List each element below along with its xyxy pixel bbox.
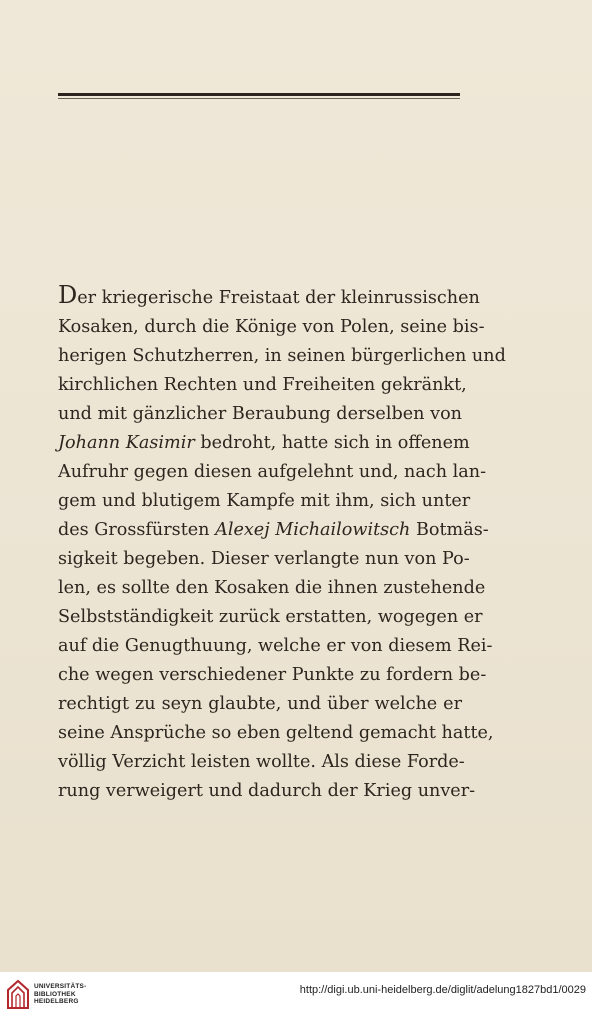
italic-name: Johann Kasimir xyxy=(58,433,195,453)
drop-cap: D xyxy=(58,281,78,309)
text-run: bedroht, hatte sich in offenem xyxy=(194,433,470,453)
text-run: auf die Genugthuung, welche er von diesem Rei- xyxy=(58,636,493,656)
text-line xyxy=(58,281,480,313)
text-line xyxy=(58,777,476,806)
text-run: Kosaken, durch die Könige von Polen, seine bis- xyxy=(58,317,485,337)
library-name-line: BIBLIOTHEK xyxy=(34,990,76,998)
text-line xyxy=(58,516,489,545)
show-through-text xyxy=(62,118,472,278)
text-run: sigkeit begeben. Dieser verlangte nun von Po- xyxy=(58,549,470,569)
text-line xyxy=(58,487,471,516)
library-name-line: HEIDELBERG xyxy=(34,998,79,1005)
permalink-url[interactable]: http://digi.ub.uni-heidelberg.de/diglit/adelung1827bd1/0029 xyxy=(299,984,586,996)
text-line xyxy=(58,574,486,603)
text-run: völlig Verzicht leisten wollte. Als diese Forde- xyxy=(58,752,465,772)
text-run: seine Ansprüche so eben geltend gemacht hatte, xyxy=(58,723,494,743)
text-line xyxy=(58,342,506,371)
text-line xyxy=(58,661,487,690)
library-name-line: UNIVERSITÄTS- xyxy=(34,983,87,990)
text-run: herigen Schutzherren, in seinen bürgerlichen und xyxy=(58,346,506,366)
text-run: kirchlichen Rechten und Freiheiten gekränkt, xyxy=(58,375,467,395)
text-run: des Grossfürsten xyxy=(58,520,216,540)
text-line xyxy=(58,400,462,429)
text-run: rechtigt zu seyn glaubte, und über welche er xyxy=(58,694,462,714)
text-run: rung verweigert und dadurch der Krieg unver- xyxy=(58,781,476,801)
text-line xyxy=(58,458,487,487)
italic-name: Alexej Michailowitsch xyxy=(215,520,411,540)
text-run: che wegen verschiedener Punkte zu fordern be- xyxy=(58,665,487,685)
text-line xyxy=(58,313,485,342)
body-text xyxy=(58,281,506,806)
text-line xyxy=(58,632,493,661)
header-rule xyxy=(58,93,460,96)
university-library-logo-icon[interactable] xyxy=(6,978,30,1010)
text-run: er kriegerische Freistaat der kleinrussischen xyxy=(77,288,480,308)
text-run: Aufruhr gegen diesen aufgelehnt und, nach lan- xyxy=(58,462,487,482)
text-line xyxy=(58,371,467,400)
text-line xyxy=(58,429,470,458)
text-run: und mit gänzlicher Beraubung derselben von xyxy=(58,404,462,424)
text-run: len, es sollte den Kosaken die ihnen zustehende xyxy=(58,578,486,598)
text-line xyxy=(58,603,483,632)
text-line xyxy=(58,690,462,719)
text-line xyxy=(58,545,470,574)
text-run: Botmäs- xyxy=(410,520,489,540)
library-name xyxy=(34,983,86,1006)
text-line xyxy=(58,748,465,777)
text-run: gem und blutigem Kampfe mit ihm, sich unter xyxy=(58,491,471,511)
text-run: Selbstständigkeit zurück erstatten, wogegen er xyxy=(58,607,483,627)
text-line xyxy=(58,719,494,748)
